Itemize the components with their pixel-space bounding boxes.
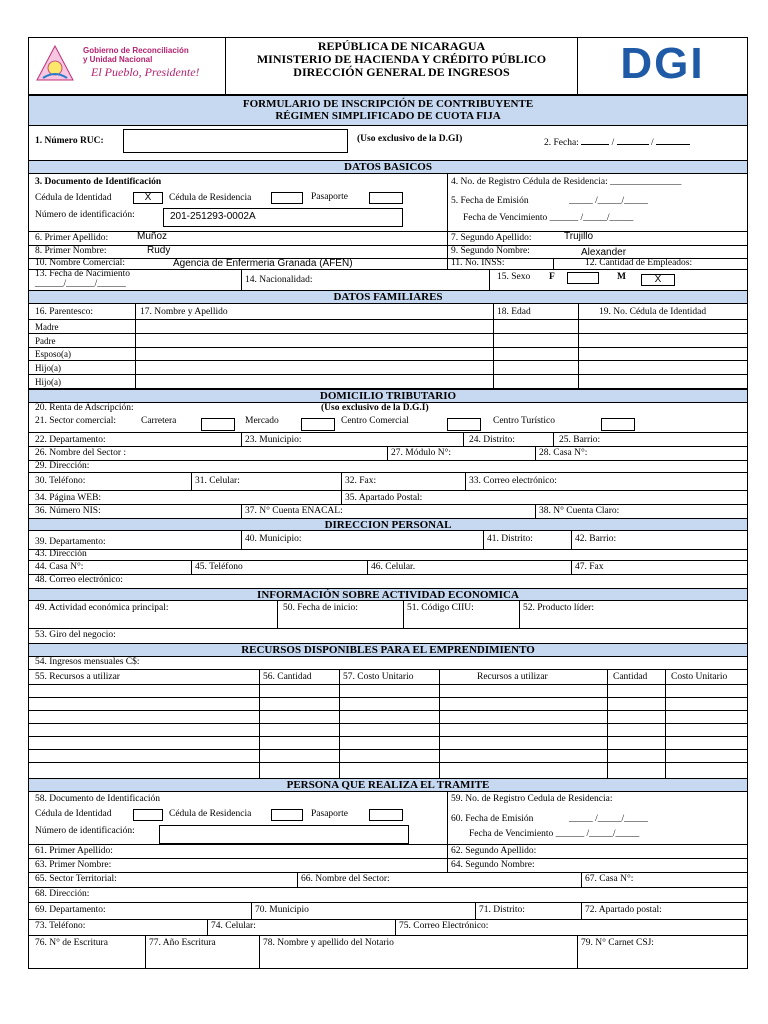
telefono-row: 30. Teléfono: 31. Celular: 32. Fax: 33. Correo electrónico: xyxy=(29,473,747,491)
persona-ubicacion-row: 69. Departamento: 70. Municipio 71. Distrito: 72. Apartado postal: xyxy=(29,903,747,920)
persona-nombres-row: 63. Primer Nombre: 64. Segundo Nombre: xyxy=(29,859,747,873)
personal-contacto-row: 44. Casa N°: 45. Teléfono 46. Celular. 47. Fax xyxy=(29,561,747,575)
id-block: 3. Documento de Identificación Cédula de Identidad X Cédula de Residencia Pasaporte Número de identificación: 201-251293-0002A 4. No. de Registro Cédula de Residencia: _______________ 5. Fecha de Emisión _____ /_____/_____ Fecha de Vencimiento ______ /_____/_____ xyxy=(29,174,747,232)
cedula-residencia-checkbox[interactable] xyxy=(271,192,303,204)
fecha-label: 2. Fecha: / / xyxy=(544,138,690,148)
section-datos-basicos: DATOS BASICOS xyxy=(29,160,747,174)
cuentas-row: 36. Número NIS: 37. N° Cuenta ENACAL: 38. N° Cuenta Claro: xyxy=(35,506,620,516)
actividad-row: 49. Actividad económica principal: 50. Fecha de inicio: 51. Código CIIU: 52. Producto líder: xyxy=(29,601,747,629)
persona-direccion-row: 68. Dirección: xyxy=(29,888,747,903)
table-row: Padre xyxy=(35,336,56,346)
persona-contacto-row: 73. Teléfono: 74. Celular: 75. Correo Electrónico: xyxy=(29,920,747,936)
num-id-input[interactable]: 201-251293-0002A xyxy=(163,208,403,227)
header-direction: DIRECCIÓN GENERAL DE INGRESOS xyxy=(293,65,510,79)
personal-ubicacion-row: 39. Departamento: 40. Municipio: 41. Distrito: 42. Barrio: xyxy=(29,531,747,550)
renta-row: 20. Renta de Adscripción: (Uso exclusivo de la D.G.I) xyxy=(35,403,429,413)
persona-escritura-row: 76. N° de Escritura 77. Año Escritura 78. Nombre y apellido del Notario 79. N° Carnet CSJ: xyxy=(29,936,747,969)
giro-row: 53. Giro del negocio: xyxy=(35,630,116,640)
header-row xyxy=(29,38,747,95)
ruc-input[interactable] xyxy=(123,129,348,153)
persona-pasaporte-checkbox[interactable] xyxy=(369,809,403,821)
section-domicilio: DOMICILIO TRIBUTARIO xyxy=(29,389,747,403)
table-row: Hijo(a) xyxy=(35,377,61,387)
section-datos-familiares: DATOS FAMILIARES xyxy=(29,290,747,304)
persona-cedula-residencia-checkbox[interactable] xyxy=(271,809,303,821)
form-title: FORMULARIO DE INSCRIPCIÓN DE CONTRIBUYENTE RÉGIMEN SIMPLIFICADO DE CUOTA FIJA xyxy=(29,95,747,126)
dgi-logo: DGI xyxy=(620,39,705,88)
nombres-row: 8. Primer Nombre: Rudy 9. Segundo Nombre: Alexander xyxy=(29,246,747,259)
cedula-identidad-checkbox[interactable]: X xyxy=(133,192,163,204)
web-row: 34. Página WEB: 35. Apartado Postal: xyxy=(29,491,747,505)
sexo-f-checkbox[interactable] xyxy=(567,272,599,284)
persona-sector-row: 65. Sector Territorial: 66. Nombre del Sector: 67. Casa N°: xyxy=(29,873,747,888)
persona-id-block: 58. Documento de Identificación Cédula de Identidad Cédula de Residencia Pasaporte Número de identificación: 59. No. de Registro Cedula de Residencia: 60. Fecha de Emisión _____ /_____/_____ Fecha de Vencimiento ______ /_____/_____ xyxy=(29,792,747,845)
header-ministry: MINISTERIO DE HACIENDA Y CRÉDITO PÚBLICO xyxy=(256,52,547,66)
personal-correo-row: 48. Correo electrónico: xyxy=(35,575,123,585)
personal-direccion-row: 43. Dirección xyxy=(29,550,747,561)
government-logo: Gobierno de Reconciliación y Unidad Nacional El Pueblo, Presidente! xyxy=(35,42,221,90)
modulo-row: 26. Nombre del Sector : 27. Módulo N°: 28. Casa N°: xyxy=(29,447,747,461)
comercial-row: 10. Nombre Comercial: Agencia de Enfermeria Granada (AFEN) 11. No. INSS: 12. Cantidad de Empleados: xyxy=(29,259,747,270)
table-row: Madre xyxy=(35,322,59,332)
apellidos-row: 6. Primer Apellido: Muñoz 7. Segundo Apellido: Trujillo xyxy=(29,232,747,246)
ingresos-row: 54. Ingresos mensuales C$: xyxy=(29,657,747,670)
section-direccion-personal: DIRECCION PERSONAL xyxy=(29,518,747,531)
pasaporte-checkbox[interactable] xyxy=(369,192,403,204)
sector-row: 21. Sector comercial: Carretera Mercado Centro Comercial Centro Turístico xyxy=(29,414,747,433)
centro-turistico-checkbox[interactable] xyxy=(601,418,635,431)
section-actividad: INFORMACIÓN SOBRE ACTIVIDAD ECONOMICA xyxy=(29,588,747,601)
ruc-row: 1. Número RUC: (Uso exclusivo de la D.GI) 2. Fecha: / / xyxy=(29,126,747,160)
persona-cedula-identidad-checkbox[interactable] xyxy=(133,809,163,821)
section-persona: PERSONA QUE REALIZA EL TRAMITE xyxy=(29,778,747,792)
centro-comercial-checkbox[interactable] xyxy=(447,418,481,431)
persona-num-id-input[interactable] xyxy=(159,825,409,844)
ubicacion-row: 22. Departamento: 23. Municipio: 24. Distrito: 25. Barrio: xyxy=(29,433,747,447)
mercado-checkbox[interactable] xyxy=(301,418,335,431)
persona-apellidos-row: 61. Primer Apellido: 62. Segundo Apellido: xyxy=(29,845,747,859)
table-row: Hijo(a) xyxy=(35,363,61,373)
carretera-checkbox[interactable] xyxy=(201,418,235,431)
sexo-m-checkbox[interactable]: X xyxy=(641,274,675,286)
nacimiento-row: 13. Fecha de Nacimiento ______/______/______ 14. Nacionalidad: 15. Sexo F M X xyxy=(29,270,747,290)
registration-form: Gobierno de Reconciliación y Unidad Nacional El Pueblo, Presidente! REPÚBLICA DE NICARAGUA MINISTERIO DE HACIENDA Y CRÉDITO PÚBLICO DIRECCIÓN GENERAL DE INGRESOS DGI FORMULARIO DE INSCRIPCIÓN DE CONTRIBUYENTE RÉGIMEN SIMPLIFICADO DE CUOTA FIJA 1. Número RUC: (Uso exclusivo de la D.GI) 2. Fecha: / / DATOS BASICOS 3. Documento de Identificación Cédula de Identidad X Cédula de Residencia Pasaporte Número de identificación: 201-251293-0002A 4. No. de Registro Cédula de Residencia: _______________ 5. Fecha de Emisión _____ /_____/_____ Fecha de Vencimiento ______ /_____/_____ 6. Primer Apellido: Muñoz 7. Segundo Apellido: Trujillo 8. Primer Nombre: Rudy 9. Segundo Nombre: Alexander 10. Nombre Comercial: Agencia de Enfermeria Granada (AFEN) 11. No. INSS: 12. Cantidad de Empleados: 13. Fecha de Nacimiento ______/______/______ 14. Nacionalidad: 15. Sexo F M X DATOS FAMILIARES 16. Parentesco: 17. Nombre y Apellido 18. Edad 19. No. Cédula de Identidad Madre Padre Esposo(a) Hijo(a) Hijo(a) DOMICILIO TRIBUTARIO 20. Renta de Adscripción: (Uso exclusivo de la D.G.I) 21. Sector comercial: Carretera Mercado Centro Comercial Centro Turístico 22. Departamento: 23. Municipio: 24. Distrito: 25. Barrio: 26. Nombre del Sector : 27. Módulo N°: 28. Casa N°: 29. Dirección: 30. Teléfono: 31. Celular: 32. Fax: 33. Correo electrónico: 34. Página WEB: 35. Apartado Postal: 36. Número NIS: 37. N° Cuenta ENACAL: 38. N° Cuenta Claro: DIRECCION PERSONAL 39. Departamento: 40. Municipio: 41. Distrito: 42. Barrio: 43. Dirección 44. Casa N°: 45. Teléfono 46. Celular. 47. Fax 48. Correo electrónico: INFORMACIÓN SOBRE ACTIVIDAD ECONOMICA 49. Actividad económica principal: 50. Fecha de inicio: 51. Código CIIU: 52. Producto líder: 53. Giro del negocio: RECURSOS DISPONIBLES PARA EL EMPRENDIMIENTO 54. Ingresos mensuales C$: 55. Recursos a utilizar 56. Cantidad 57. Costo Unitario Recursos a utilizar Cantidad Costo Unitario PERSONA QUE REALIZA EL TRAMITE 58. Documento de Identificación Cédula de Identidad Cédula de Residencia Pasaporte Número de identificación: 59. No. de Registro Cedula de Residencia: 60. Fecha de Emisión _____ /_____/_____ Fecha de Vencimiento ______ /_____/_____ 61. Primer Apellido: 62. Segundo Apellido: 63. Primer Nombre: 64. Segundo Nombre: 65. Sector Territorial: 66. Nombre del Sector: 67. Casa N°: 68. Dirección: 69. Departamento: 70. Municipio 71. Distrito: 72. Apartado postal: 73. Teléfono: 74. Celular: 75. Correo Electrónico: 76. N° de Escritura 77. Año Escritura 78. Nombre y apellido del Notario 79. N° Carnet CSJ: xyxy=(28,37,748,969)
section-recursos: RECURSOS DISPONIBLES PARA EL EMPRENDIMIENTO xyxy=(29,643,747,657)
direccion-row: 29. Dirección: xyxy=(29,461,747,473)
header-republic: REPÚBLICA DE NICARAGUA xyxy=(317,39,486,53)
table-row: Esposo(a) xyxy=(35,349,71,359)
